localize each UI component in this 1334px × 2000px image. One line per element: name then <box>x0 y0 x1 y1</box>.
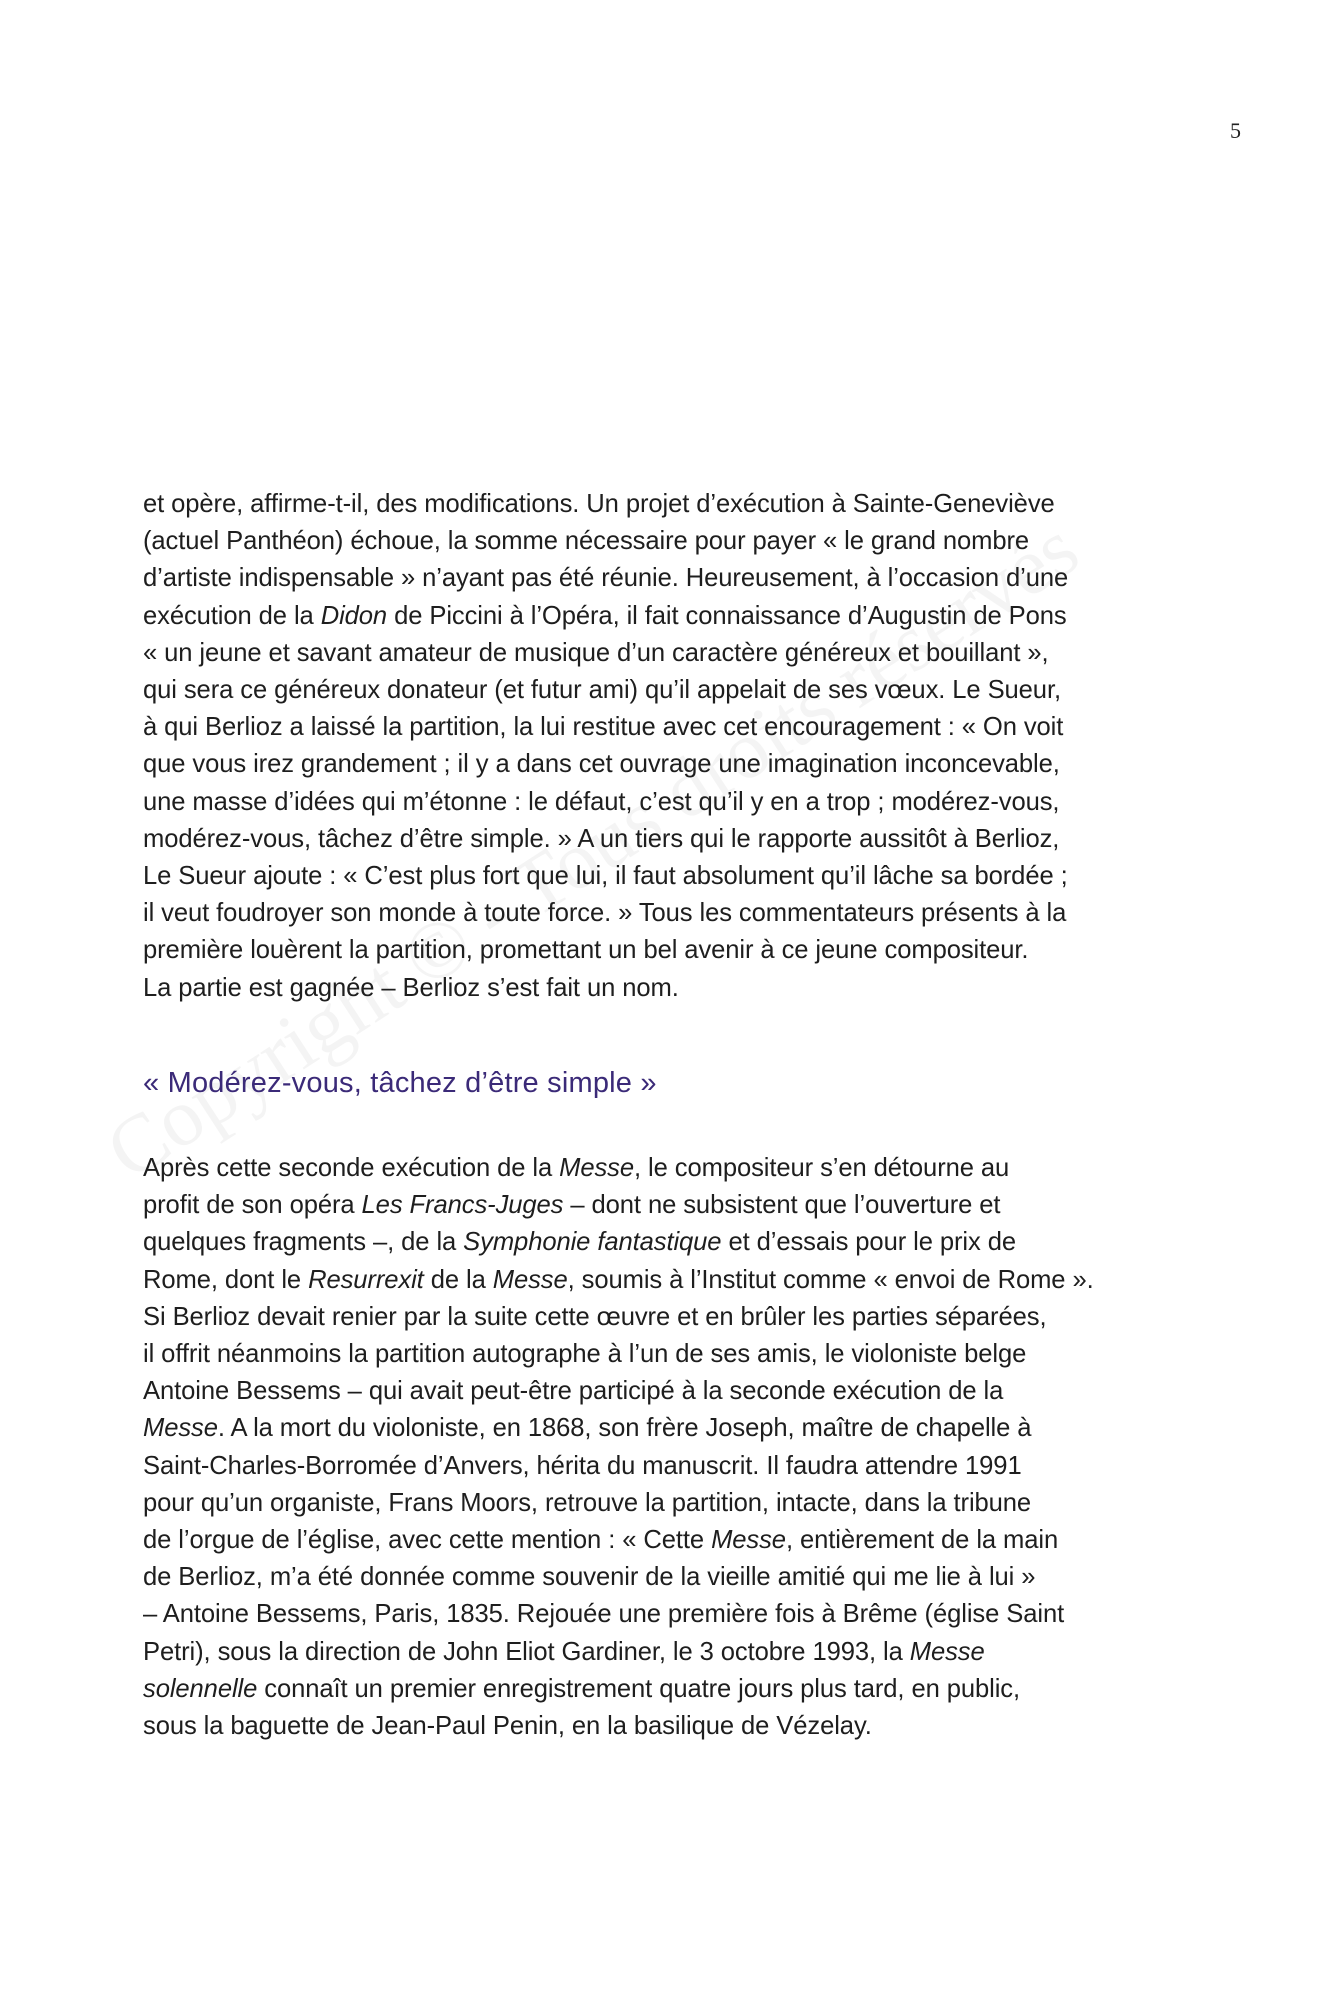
text-line <box>143 1262 1215 1299</box>
section-heading: « Modérez-vous, tâchez d’être simple » <box>143 1067 657 1099</box>
text-line: « un jeune et savant amateur de musique d’un caractère généreux et bouillant », <box>143 638 1049 667</box>
text-line <box>143 1522 1215 1559</box>
text-line: Antoine Bessems – qui avait peut-être participé à la seconde exécution de la <box>143 1377 1004 1406</box>
text-line: (actuel Panthéon) échoue, la somme nécessaire pour payer « le grand nombre <box>143 527 1030 556</box>
italic-title: Messe <box>711 1526 786 1555</box>
text-run: de Piccini à l’Opéra, il fait connaissance d’Augustin de Pons <box>387 601 1067 630</box>
paragraph-1 <box>143 486 1215 1007</box>
text-line <box>143 1150 1215 1187</box>
text-line: Saint-Charles-Borromée d’Anvers, hérita du manuscrit. Il faudra attendre 1991 <box>143 1451 1022 1480</box>
text-run: , le compositeur s’en détourne au <box>634 1154 1010 1182</box>
text-line: à qui Berlioz a laissé la partition, la lui restitue avec cet encouragement : « On voit <box>143 713 1064 742</box>
text-line <box>143 1187 1215 1224</box>
italic-title: Messe <box>143 1414 218 1443</box>
text-line: une masse d’idées qui m’étonne : le défaut, c’est qu’il y en a trop ; modérez-vous, <box>143 787 1060 816</box>
text-run: quelques fragments –, de la <box>143 1228 464 1257</box>
text-line: Le Sueur ajoute : « C’est plus fort que lui, il faut absolument qu’il lâche sa bordée ; <box>143 862 1068 891</box>
text-line <box>143 1634 1215 1671</box>
text-line <box>143 1671 1215 1708</box>
text-run: profit de son opéra <box>143 1191 362 1220</box>
text-line: La partie est gagnée – Berlioz s’est fait un nom. <box>143 973 679 1002</box>
text-run: Après cette seconde exécution de la <box>143 1154 560 1182</box>
text-run: de la <box>423 1265 493 1294</box>
text-run: exécution de la <box>143 601 321 630</box>
text-line: première louèrent la partition, promettant un bel avenir à ce jeune compositeur. <box>143 936 1029 965</box>
italic-title: solennelle <box>143 1674 258 1703</box>
text-run: de l’orgue de l’église, avec cette mention : « Cette <box>143 1526 712 1555</box>
text-line <box>143 1224 1215 1261</box>
italic-title: Resurrexit <box>308 1265 424 1294</box>
paragraph-2 <box>143 1150 1215 1745</box>
text-line: pour qu’un organiste, Frans Moors, retrouve la partition, intacte, dans la tribune <box>143 1488 1032 1517</box>
text-line: modérez-vous, tâchez d’être simple. » A un tiers qui le rapporte aussitôt à Berlioz, <box>143 824 1060 853</box>
text-run: et d’essais pour le prix de <box>721 1228 1016 1257</box>
text-run: Petri), sous la direction de John Eliot Gardiner, le 3 octobre 1993, la <box>143 1637 910 1666</box>
text-line: sous la baguette de Jean-Paul Penin, en la basilique de Vézelay. <box>143 1712 872 1741</box>
italic-title: Messe <box>492 1265 568 1294</box>
text-line: il veut foudroyer son monde à toute force. » Tous les commentateurs présents à la <box>143 899 1067 928</box>
text-line: de Berlioz, m’a été donnée comme souvenir de la vieille amitié qui me lie à lui » <box>143 1563 1036 1592</box>
text-line: et opère, affirme-t-il, des modifications. Un projet d’exécution à Sainte-Geneviève <box>143 490 1055 518</box>
text-run: , entièrement de la main <box>785 1526 1059 1555</box>
page-number: 5 <box>1230 118 1241 143</box>
text-run: Rome, dont le <box>143 1265 309 1294</box>
text-line: qui sera ce généreux donateur (et futur ami) qu’il appelait de ses vœux. Le Sueur, <box>143 676 1061 705</box>
text-run: connaît un premier enregistrement quatre jours plus tard, en public, <box>257 1674 1021 1703</box>
italic-title: Messe <box>559 1154 635 1182</box>
text-line <box>143 1410 1215 1447</box>
text-run: – dont ne subsistent que l’ouverture et <box>563 1191 1001 1220</box>
italic-title: Les Francs-Juges <box>361 1191 564 1220</box>
text-run: , soumis à l’Institut comme « envoi de Rome ». <box>567 1265 1094 1294</box>
text-run: . A la mort du violoniste, en 1868, son frère Joseph, maître de chapelle à <box>217 1414 1032 1443</box>
text-line <box>143 598 1215 635</box>
italic-title: Messe <box>909 1637 985 1666</box>
italic-title: Didon <box>320 601 388 630</box>
text-line: d’artiste indispensable » n’ayant pas été réunie. Heureusement, à l’occasion d’une <box>143 564 1069 593</box>
text-line: Si Berlioz devait renier par la suite cette œuvre et en brûler les parties séparées, <box>143 1302 1047 1331</box>
text-line: – Antoine Bessems, Paris, 1835. Rejouée une première fois à Brême (église Saint <box>143 1600 1065 1629</box>
text-line: que vous irez grandement ; il y a dans cet ouvrage une imagination inconcevable, <box>143 750 1060 779</box>
italic-title: Symphonie fantastique <box>463 1228 722 1257</box>
text-line: il offrit néanmoins la partition autographe à l’un de ses amis, le violoniste belge <box>143 1340 1027 1369</box>
